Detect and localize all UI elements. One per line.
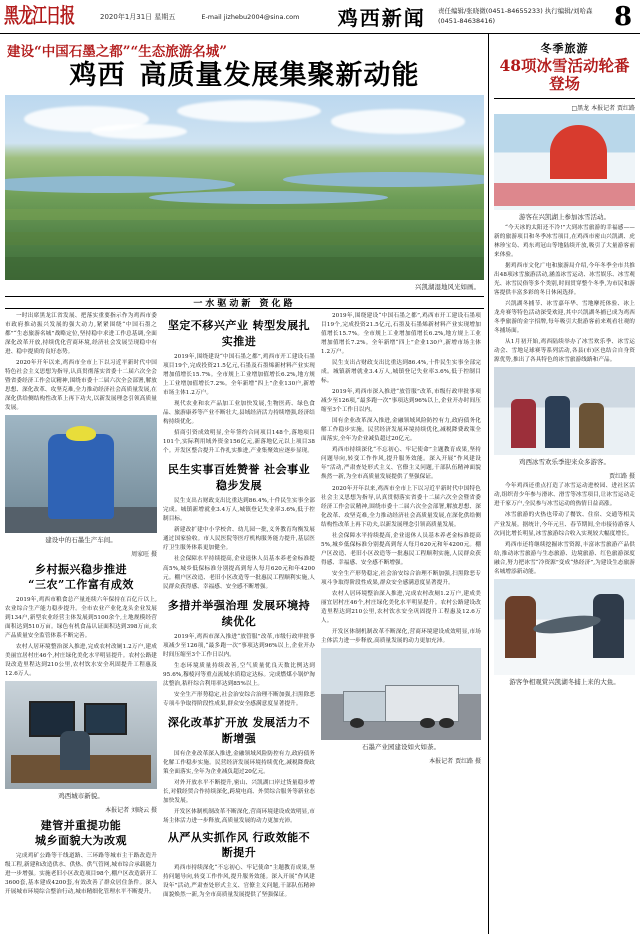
c2-para3-2: 安全生产形势稳定,社会治安综合治理不断加强,扫黑除恶专项斗争取得阶段性成果,群众安全感满意度显著提升。 bbox=[163, 691, 315, 707]
photo-construction-byline: 本报记者 贾红路 摄 bbox=[429, 758, 481, 766]
c1-head-3-line2: 城乡面貌大为改观 bbox=[35, 833, 127, 847]
c2-head-5-line1: 从严从实抓作风 行政效能不断提升 bbox=[167, 831, 311, 859]
photo-construction-site bbox=[321, 648, 481, 740]
winter-para-6: 鸡西市还将继续挖掘冰雪资源,丰富冰雪旅游产品供给,推动冰雪旅游与生态旅游、边境旅游、红色旅游深度融合,努力把冰雪“冷资源”变成“热经济”,为建设生态旅游名城增添新动能。 bbox=[494, 541, 635, 575]
c1-head-2-line2: “三农”工作富有成效 bbox=[28, 577, 134, 591]
photo-construction-caption: 石墨产业园建设如火如荼。 bbox=[362, 743, 440, 752]
c1-head-3 bbox=[5, 819, 157, 848]
c2-para4-0: 国有企业改革深入推进,金融领域风险防控有力,政府债务化解工作稳步实施。民营经济发展环境持续优化,减税降费政策全面落实,全年为企业减负超过20亿元。 bbox=[163, 751, 315, 776]
photo-graphite-workshop bbox=[5, 415, 157, 533]
c2-para1-2: 招商引资成效明显,全年签约合同项目148个,落地项目101个,实际利用域外资金156亿元,新落地亿元以上项目38个。开发区整合提升工作扎实推进,产业集聚效应逐步显现。 bbox=[163, 430, 315, 455]
winter-byline: □黑龙 本报记者 贾红路 bbox=[571, 104, 635, 112]
photo-ice-festival bbox=[494, 114, 635, 210]
c1-head-3-line1: 建管并重提功能 bbox=[40, 819, 122, 833]
c1-head-2 bbox=[5, 563, 157, 592]
c3-para-c: 2019年,鸡西市深入推进“放管服”改革,市级行政审批事项减少至126项,“最多跑一次”事项达到96%以上,企业开办时间压缩至3个工作日以内。 bbox=[321, 389, 481, 414]
winter-para-4: 今年鸡西还重点打造了冰雪运动进校园、进社区活动,组织青少年参与滑冰、滑雪等冰雪项目,让冰雪运动走进千家万户,全民参与冰雪运动的热情日益高涨。 bbox=[494, 483, 635, 508]
c2-para2-1: 新建改扩建中小学校舍、幼儿园一批,义务教育均衡发展通过国家验收。市人民医院等医疗机构服务能力提升,基层医疗卫生服务体系更加健全。 bbox=[163, 527, 315, 552]
page-body bbox=[0, 34, 640, 934]
photo-graphite-caption: 建设中的石墨生产车间。 bbox=[45, 536, 117, 545]
section-rule-label: 一水驱动新 资化路 bbox=[193, 298, 296, 309]
winter-headline: 48项冰雪活动轮番登场 bbox=[499, 56, 630, 93]
main-content-zone bbox=[0, 34, 488, 934]
c1-para-1: 2020年开年以来,鸡西市全市上下以习近平新时代中国特色社会主义思想为指导,认真贯彻落实省委十二届六次全会暨省委经济工作会议精神,围绕市委十二届六次全会部署,解放思想、深化改革、攻坚克难,全力推动经济社会高质量发展,在深化供给侧结构性改革上再下功夫,以新发展理念引领高质量发展。 bbox=[5, 359, 157, 412]
hero-photo-caption: 兴凯湖湿地风光如画。 bbox=[415, 282, 480, 291]
c2-para2-0: 民生支出占财政支出比重达到86.4%,十件民生实事全部完成。城镇新增就业3.4万人,城镇登记失业率3.6%,低于控制目标。 bbox=[163, 498, 315, 523]
c3-para-f: 2020年开年以来,鸡西市全市上下以习近平新时代中国特色社会主义思想为指导,认真贯彻落实省委十二届六次全会暨省委经济工作会议精神,围绕市委十二届六次全会部署,解放思想、深化改革、攻坚克难,全力推动经济社会高质量发展,在深化供给侧结构性改革上再下功夫,以新发展理念引领高质量发展。 bbox=[321, 485, 481, 528]
winter-para-2: 兴凯湖冬捕节、冰雪嘉年华、雪地摩托体验、冰上龙舟赛等特色活动深受欢迎,其中兴凯湖冬捕已成为鸡西冬季旅游的金字招牌,每年吸引大批游客前来观看壮观的冬捕场面。 bbox=[494, 301, 635, 335]
page-number: 8 bbox=[613, 1, 633, 32]
winter-para-1: 据鸡西市文化广电和旅游局介绍,今年冬季全市共推出48项冰雪旅游活动,涵盖冰雪运动、冰雪娱乐、冰雪观光、冰雪民俗等多个类别,时间贯穿整个冬季,为市民和游客提供丰富多彩的冬日休闲选择。 bbox=[494, 262, 635, 296]
masthead bbox=[0, 0, 640, 34]
article-columns bbox=[5, 312, 484, 903]
c3-para-g: 社会保障水平持续提高,企业退休人员基本养老金标准提高5%,城乡低保标准分别提高到每人每月620元和年4200元。棚户区改造、老旧小区改造等一批惠民工程顺利实施,人民群众获得感、幸福感、安全感不断增强。 bbox=[321, 532, 481, 566]
c2-head-1: 坚定不移兴产业 转型发展扎实推进 bbox=[167, 318, 311, 348]
masthead-email: E-mail jizhebu2004@sina.com bbox=[201, 12, 300, 21]
c2-head-5 bbox=[163, 831, 315, 860]
c1-para3-0: 完成鸡矿公路等干线道路、三环路等城市主干路改造升级工程,新建和改造供水、供热、供气管网,城市综合承载能力进一步增强。实施老旧小区改造项目98个,棚户区改造新开工3600套,基本建成4200套,有效改善了群众居住条件。深入开展城市环境综合整治行动,城市精细化管理水平不断提升。 bbox=[5, 852, 157, 895]
section-rule-bar bbox=[5, 296, 484, 309]
c3-para-d: 国有企业改革深入推进,金融领域风险防控有力,政府债务化解工作稳步实施。民营经济发展环境持续优化,减税降费政策全面落实,全年为企业减负超过20亿元。 bbox=[321, 418, 481, 443]
column-3 bbox=[321, 312, 481, 903]
c2-para2-2: 社会保障水平持续提高,企业退休人员基本养老金标准提高5%,城乡低保标准分别提高到每人每月620元和年4200元。棚户区改造、老旧小区改造等一批惠民工程顺利实施,人民群众获得感、幸福感、安全感不断增强。 bbox=[163, 556, 315, 590]
c3-para-j: 开发区体制机制改革不断深化,营商环境建设成效明显,市场主体活力进一步释放,高质量发展的动力更加充沛。 bbox=[321, 629, 481, 645]
c2-head-4: 深化改革扩开放 发展活力不断增强 bbox=[167, 716, 311, 746]
c2-para4-1: 对外开放水平不断提升,密山、兴凯湖口岸过货量稳步增长,对俄经贸合作持续深化,跨境电商、外贸综合服务等新业态加快发展。 bbox=[163, 780, 315, 805]
masthead-editors: 责任编辑/张晓微(0451-84655233) 执行编辑/刘哈森(0451-84638416) bbox=[438, 6, 593, 25]
winter-para-3: 从1月初开始,鸡西陆续举办了冰雪欢乐季、冰雪运动会、雪地足球赛等系列活动,各县(市)区也结合自身资源优势,推出了各具特色的冰雪旅游线路和产品。 bbox=[494, 339, 635, 364]
column-2 bbox=[163, 312, 315, 903]
photo-winter-caption: 鸡西冰雪欢乐季迎来众多游客。 bbox=[519, 458, 610, 467]
photo-winter-byline: 贾红路 摄 bbox=[609, 473, 635, 481]
photo-ice-caption: 游客在兴凯湖上参加冰雪活动。 bbox=[519, 212, 610, 221]
lead-headline bbox=[5, 61, 484, 91]
masthead-date: 2020年1月31日 星期五 bbox=[100, 12, 176, 21]
c2-para4-2: 开发区体制机制改革不断深化,营商环境建设成效明显,市场主体活力进一步释放,高质量发展的动力更加充沛。 bbox=[163, 809, 315, 825]
photo-control-room-caption: 鸡西城市新貌。 bbox=[58, 792, 104, 801]
c2-head-3: 多措并举强治理 发展环境持续优化 bbox=[167, 598, 311, 628]
winter-para-5: 冰雪旅游的火热也带动了餐饮、住宿、交通等相关产业发展。据统计,今年元旦、春节期间,全市接待游客人次同比增长明显,冰雪旅游综合收入实现较大幅度增长。 bbox=[494, 512, 635, 537]
c3-para-h: 安全生产形势稳定,社会治安综合治理不断加强,扫黑除恶专项斗争取得阶段性成果,群众安全感满意度显著提升。 bbox=[321, 570, 481, 586]
photo-ice-fishing bbox=[494, 579, 635, 675]
lead-headline-left: 鸡西 bbox=[69, 60, 126, 91]
column-1 bbox=[5, 312, 157, 903]
c3-para-e: 鸡西市持续深化“不忘初心、牢记使命”主题教育成果,坚持问题导向,转变工作作风,提升服务效能。深入开展“作风建设年”活动,严肃查处形式主义、官僚主义问题,干部队伍精神面貌焕然一新,为全市高质量发展提供了坚强保证。 bbox=[321, 447, 481, 481]
c2-para1-1: 现代农业和农产品加工业加快发展,生物医药、绿色食品、旅游康养等产业不断壮大,县域经济活力持续增强,经济结构持续优化。 bbox=[163, 400, 315, 426]
c2-para5-0: 鸡西市持续深化“不忘初心、牢记使命”主题教育成果,坚持问题导向,转变工作作风,提升服务效能。深入开展“作风建设年”活动,严肃查处形式主义、官僚主义问题,干部队伍精神面貌焕然一新,为全市高质量发展提供了坚强保证。 bbox=[163, 865, 315, 899]
c1-para2-0: 2019年,鸡西市粮食总产量连续六年保持在百亿斤以上,农业综合生产能力稳步提升。全市农业产业化龙头企业发展到134户,新型农业经营主体发展到5100余个,土地规模经营面积达到510万亩。绿色有机食品认证面积达到398万亩,农产品质量安全监管体系不断完善。 bbox=[5, 596, 157, 639]
section-title: 鸡西新闻 bbox=[337, 6, 426, 30]
c2-para3-1: 生态环境质量持续改善,空气质量优良天数比例达到95.6%,穆棱河等重点流域水质稳定达标。完成燃煤小锅炉淘汰整治,秸秆综合利用率达到85%以上。 bbox=[163, 662, 315, 687]
c2-para1-0: 2019年,围绕建设“中国石墨之都”,鸡西市开工建设石墨项目19个,完成投资21.5亿元,石墨及石墨烯新材料产业实现增加值增长15.7%。全市规上工业增加值增长6.2%,地方规上工业增加值增长7.2%。全年新增“四上”企业130户,新增市场主体1.2万户。 bbox=[163, 353, 315, 396]
c3-para-a: 2019年,围绕建设“中国石墨之都”,鸡西市开工建设石墨项目19个,完成投资21.5亿元,石墨及石墨烯新材料产业实现增加值增长15.7%。全市规上工业增加值增长6.2%,地方规上工业增加值增长7.2%。全年新增“四上”企业130户,新增市场主体1.2万户。 bbox=[321, 312, 481, 355]
winter-tourism-zone bbox=[488, 34, 640, 934]
c1-head-2-line1: 乡村振兴稳步推进 bbox=[35, 563, 127, 577]
c1-para-0: 一时出席黑龙江省发展、把落实重要指示作为鸡西市委市政府推动振兴发展的强大动力,紧紧围绕“中国石墨之都”“生态旅游名城”战略定位,坚持稳中求进工作总基调,全面深化改革开放,持续优化营商环境,经济社会发展呈现稳中有进、稳中提质的良好态势。 bbox=[5, 312, 157, 355]
photo-control-room-byline: 本报记者 刘晓云 摄 bbox=[105, 807, 157, 815]
photo-winter-visitors bbox=[494, 367, 635, 455]
lead-headline-right: 高质量发展集聚新动能 bbox=[139, 60, 420, 91]
hero-photo bbox=[5, 95, 484, 280]
photo-graphite-byline: 周家旺 摄 bbox=[131, 551, 157, 559]
photo-control-room bbox=[5, 681, 157, 789]
c2-para3-0: 2019年,鸡西市深入推进“放管服”改革,市级行政审批事项减少至126项,“最多跑一次”事项达到96%以上,企业开办时间压缩至3个工作日以内。 bbox=[163, 633, 315, 658]
lead-kicker: 建设“中国石墨之都”“生态旅游名城” bbox=[7, 44, 228, 60]
winter-kicker: 冬季旅游 bbox=[540, 42, 589, 55]
photo-fishing-caption: 游客争相观赏兴凯湖冬捕上来的大鱼。 bbox=[509, 677, 620, 686]
c3-para-b: 民生支出占财政支出比重达到86.4%,十件民生实事全部完成。城镇新增就业3.4万人,城镇登记失业率3.6%,低于控制目标。 bbox=[321, 359, 481, 385]
c1-para2-1: 农村人居环境整治深入推进,完成农村改厕1.2万户,建成美丽宜居村庄46个,村庄绿化美化水平明显提升。农村公路建设改造里程达到210公里,农村饮水安全巩固提升工程惠及12.6万人。 bbox=[5, 644, 157, 678]
paper-logo: 黑龙江日报 bbox=[4, 3, 75, 28]
c2-head-2: 民生实事百姓赞誉 社会事业稳步发展 bbox=[167, 463, 311, 493]
c3-para-i: 农村人居环境整治深入推进,完成农村改厕1.2万户,建成美丽宜居村庄46个,村庄绿化美化水平明显提升。农村公路建设改造里程达到210公里,农村饮水安全巩固提升工程惠及12.6万人。 bbox=[321, 591, 481, 625]
winter-para-0: “今天冰的太阳还不冷!”大到冰雪旅游的幸福感——新的旅游项目和冬季冰雪项目,在鸡西市密山兴凯湖、虎林珍宝岛、鸡东鸡冠山等地陆续开放,吸引了大量游客前来体验。 bbox=[494, 224, 635, 258]
